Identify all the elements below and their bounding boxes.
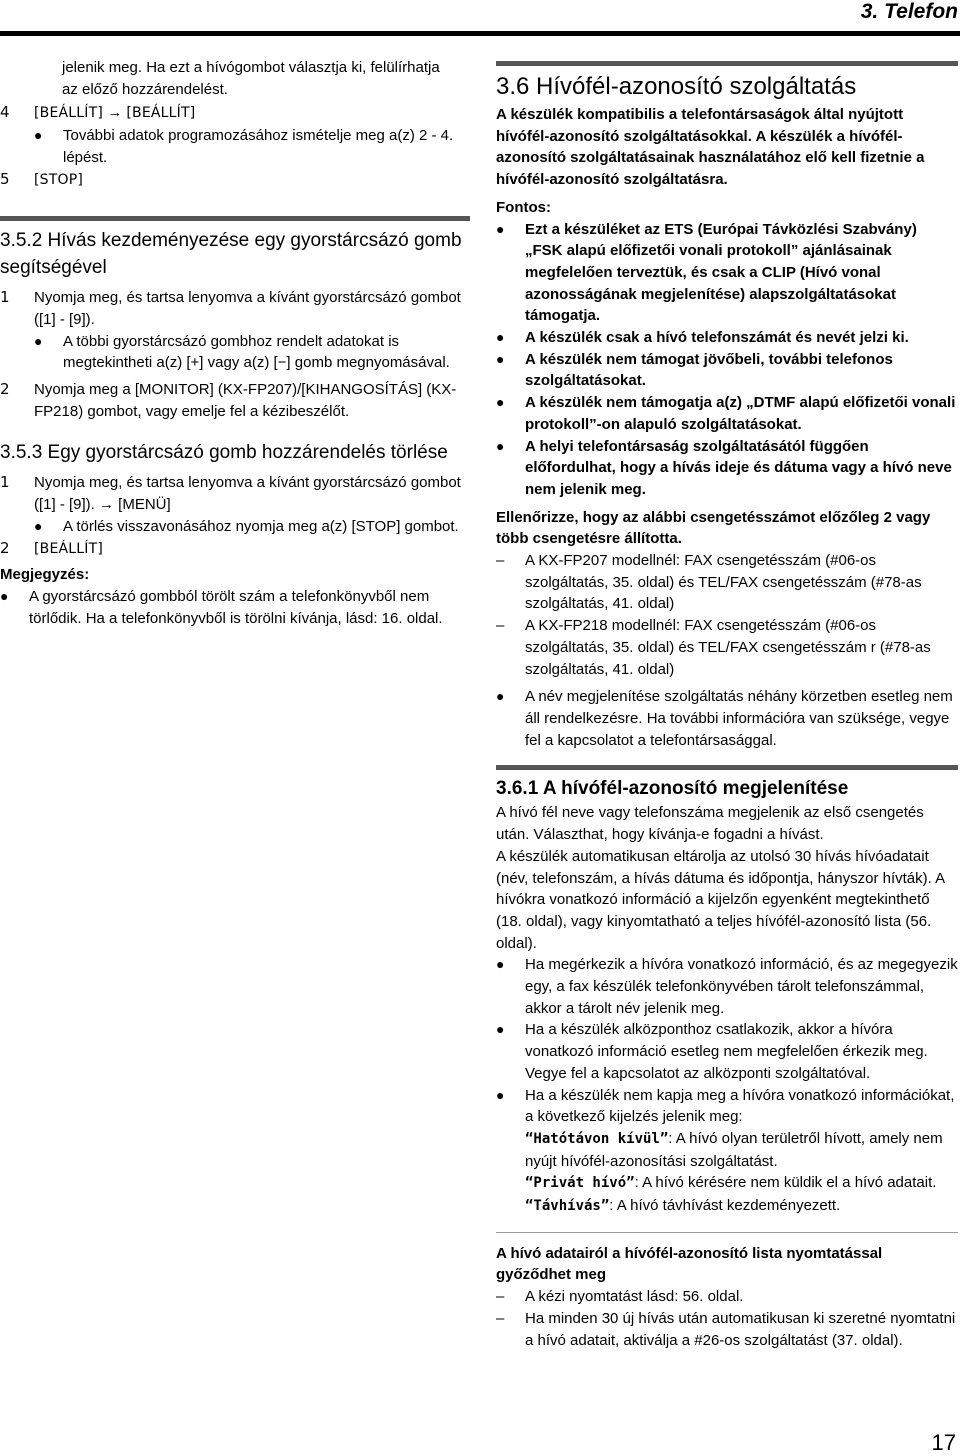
left-column — [0, 57, 470, 629]
bullet-icon: ● — [496, 688, 505, 705]
bullet-icon: ● — [496, 437, 505, 454]
bullet-icon: ● — [496, 1021, 505, 1038]
stop-key: [STOP] — [34, 171, 84, 188]
beallit-key: [BEÁLLÍT] — [126, 105, 196, 122]
continuation-text-1: jelenik meg. Ha ezt a hívógombot választja ki, felülírhatja — [62, 59, 440, 76]
list-item: ● További adatok programozásához ismételje meg a(z) 2 - 4. lépést. — [34, 125, 470, 168]
dash-icon: – — [496, 617, 505, 635]
section-title-3-5-2: 3.5.2 Hívás kezdeményezése egy gyorstárcsázó gomb segítségével — [0, 230, 462, 279]
bullet-icon: ● — [496, 956, 505, 973]
arrow-icon: → — [107, 104, 123, 122]
section-title-3-6-1: 3.6.1 A hívófél-azonosító megjelenítése — [496, 778, 849, 800]
important-heading: Fontos: — [496, 198, 551, 216]
step-2 — [0, 538, 470, 561]
section-rule — [496, 765, 958, 770]
dash-icon: – — [496, 552, 505, 570]
list-item: ● Ha a készülék alközponthoz csatlakozik, akkor a hívóra vonatkozó információ esetleg nem megfelelően érkezik meg. Vegye fel a kapcsolatot az alközponti szolgáltatóval. — [496, 1019, 958, 1084]
header-rule — [0, 31, 960, 36]
step-number: 1 — [0, 288, 10, 307]
bullet-icon: ● — [34, 127, 43, 144]
step-1: 1 Nyomja meg, és tartsa lenyomva a kívánt gyorstárcsázó gombot ([1] - [9]). → [MENÜ] ● A törlés visszavonásához nyomja meg a(z) [STOP] gombot. — [0, 472, 470, 537]
list-item: – A kézi nyomtatást lásd: 56. oldal. — [496, 1286, 958, 1308]
step-number: 4 — [0, 103, 10, 122]
chapter-title: 3. Telefon — [860, 0, 958, 23]
list-item: ● A készülék csak a hívó telefonszámát és nevét jelzi ki. — [496, 327, 958, 349]
step-2: 2 Nyomja meg a [MONITOR] (KX-FP207)/[KIHANGOSÍTÁS] (KX-FP218) gombot, vagy emelje fel a kézibeszélőt. — [0, 379, 470, 422]
important-list — [496, 219, 958, 501]
step-5 — [0, 169, 470, 192]
check-ring-text: Ellenőrizze, hogy az alábbi csengetésszámot előzőleg 2 vagy több csengetésre állította. — [496, 508, 931, 548]
paragraph: A hívó fél neve vagy telefonszáma megjelenik az első csengetés után. Választhat, hogy kívánja-e fogadni a hívást. — [496, 804, 924, 844]
section-rule — [496, 61, 958, 66]
step-number: 2 — [0, 538, 10, 557]
beallit-key: [BEÁLLÍT] — [34, 540, 104, 557]
list-item: ● Ha megérkezik a hívóra vonatkozó információ, és az megegyezik egy, a fax készülék telefonkönyvében tárolt telefonszámmal, akkor a tárolt név jelenik meg. — [496, 954, 958, 1019]
list-item: ● A készülék nem támogatja a(z) „DTMF alapú előfizetői vonali protokoll”-on alapuló szolgáltatásokat. — [496, 392, 958, 435]
dash-icon: – — [496, 1309, 505, 1327]
note-heading: Megjegyzés: — [0, 566, 90, 584]
bullet-icon: ● — [0, 587, 9, 604]
continuation-text-2: az előző hozzárendelést. — [62, 80, 228, 98]
bullet-icon: ● — [34, 517, 43, 534]
list-item: – A KX-FP218 modellnél: FAX csengetésszám (#06-os szolgáltatás, 35. oldal) és TEL/FAX csengetésszám r (#78-as szolgáltatás, 41. oldal) — [496, 615, 958, 680]
display-message: “Távhívás”: A hívó távhívást kezdeményezett. — [525, 1197, 841, 1215]
list-item: – A KX-FP207 modellnél: FAX csengetésszám (#06-os szolgáltatás, 35. oldal) és TEL/FAX csengetésszám (#78-as szolgáltatás, 41. oldal) — [496, 550, 958, 615]
step-number: 1 — [0, 473, 10, 492]
section-rule — [0, 216, 470, 221]
print-heading: A hívó adatairól a hívófél-azonosító lista nyomtatással győződhet meg — [496, 1244, 883, 1284]
list-item: ● A készülék nem támogat jövőbeli, további telefonos szolgáltatásokat. — [496, 349, 958, 392]
note-item: ● A gyorstárcsázó gombból törölt szám a telefonkönyvből nem törlődik. Ha a telefonkönyvből is törölni kívánja, lásd: 16. oldal. — [0, 586, 470, 629]
dash-icon: – — [496, 1288, 505, 1306]
step-number: 5 — [0, 169, 10, 188]
display-message: “Hatótávon kívül”: A hívó olyan területről hívott, amely nem nyújt hívófél-azonosítási szolgáltatást. — [525, 1129, 943, 1170]
list-item: – Ha minden 30 új hívás után automatikusan ki szeretné nyomtatni a hívó adatait, aktiválja a #26-os szolgáltatást (37. oldal). — [496, 1308, 958, 1351]
list-item: ● A helyi telefontársaság szolgáltatásától függően előfordulhat, hogy a hívás ideje és dátuma vagy a hívó neve nem jelenik meg. — [496, 436, 958, 501]
divider — [496, 1232, 958, 1233]
display-message: “Privát hívó”: A hívó kérésére nem küldik el a hívó adatait. — [525, 1174, 937, 1192]
section-title-3-5-3: 3.5.3 Egy gyorstárcsázó gomb hozzárendelés törlése — [0, 442, 448, 464]
list-item: ● Ezt a készüléket az ETS (Európai Távközlési Szabvány) „FSK alapú előfizetői vonali protokoll” ajánlásainak megfelelően terveztük, és csak a CLIP (Hívó vonal azonosságának megjelenítése) alapszolgáltatásokat támogatja. — [496, 219, 958, 328]
step-1: 1 Nyomja meg, és tartsa lenyomva a kívánt gyorstárcsázó gombot ([1] - [9]). ● A többi gyorstárcsázó gombhoz rendelt adatokat is megtekintheti a(z) [+] vagy a(z) [−] gomb megnyomásával. — [0, 287, 470, 374]
right-column — [496, 57, 958, 1351]
bullet-icon: ● — [496, 329, 505, 346]
section-title-3-6: 3.6 Hívófél-azonosító szolgáltatás — [496, 73, 857, 100]
list-item: ● Ha a készülék nem kapja meg a hívóra vonatkozó információkat, a következő kijelzés jelenik meg: “Hatótávon kívül”: A hívó olyan területről hívott, amely nem nyújt hívófél-azonosítási szolgáltatást. “Privát hívó”: A hívó kérésére nem küldik el a hívó adatait. “Távhívás”: A hívó távhívást kezdeményezett. — [496, 1085, 958, 1218]
bullet-icon: ● — [496, 220, 505, 237]
paragraph: A készülék automatikusan eltárolja az utolsó 30 hívás hívóadatait (név, telefonszám, a hívás dátuma és időpontja, hányszor hívták). A hívókra vonatkozó információ a kijelzőn egyenként megtekinthető (18. oldal), vagy kinyomtatható a teljes hívófél-azonosító lista (56. oldal). — [496, 847, 945, 952]
bullet-icon: ● — [496, 1086, 505, 1103]
bullet-icon: ● — [496, 350, 505, 367]
page-number: 17 — [931, 1430, 956, 1455]
step-4 — [0, 102, 470, 168]
bullet-icon: ● — [496, 394, 505, 411]
beallit-key: [BEÁLLÍT] — [34, 105, 104, 122]
bullet-icon: ● — [34, 332, 43, 349]
list-item: ● A név megjelenítése szolgáltatás néhány körzetben esetleg nem áll rendelkezésre. Ha további információra van szüksége, vegye fel a kapcsolatot a telefontársasággal. — [496, 686, 958, 751]
step-number: 2 — [0, 380, 10, 399]
section-intro: A készülék kompatibilis a telefontársaságok által nyújtott hívófél-azonosító szolgáltatásokkal. A készülék a hívófél-azonosító szolgáltatásainak használatához elő kell fizetnie a hívófél-azonosító szolgáltatásra. — [496, 106, 925, 189]
list-item: ● A többi gyorstárcsázó gombhoz rendelt adatokat is megtekintheti a(z) [+] vagy a(z) [−] gomb megnyomásával. — [34, 331, 470, 374]
list-item: ● A törlés visszavonásához nyomja meg a(z) [STOP] gombot. — [34, 516, 470, 538]
